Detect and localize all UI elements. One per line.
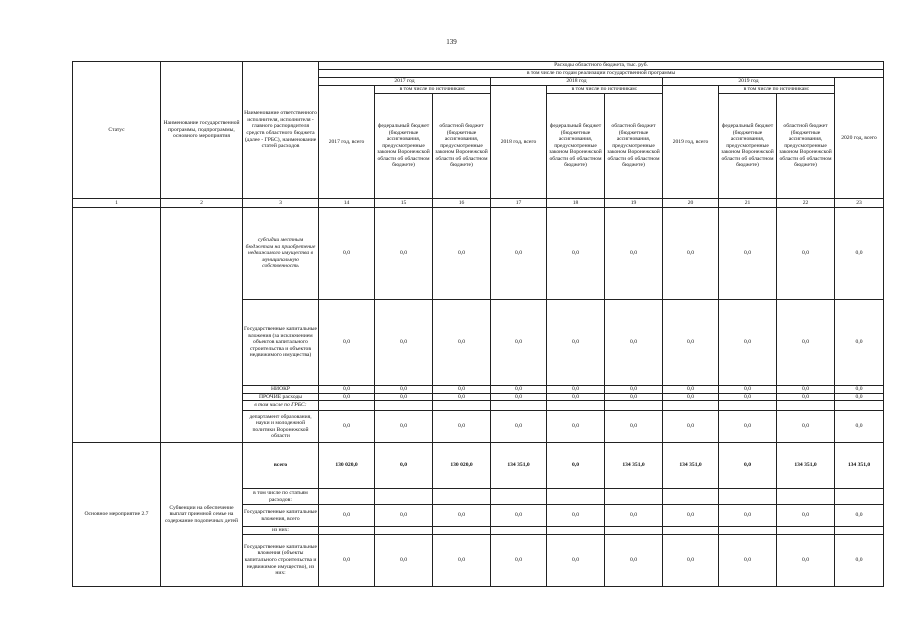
value-cell: 0,0 bbox=[433, 411, 491, 443]
table-row bbox=[73, 443, 884, 489]
value-cell: 0,0 bbox=[319, 411, 375, 443]
value-cell bbox=[491, 401, 547, 411]
value-cell: 134 351,0 bbox=[605, 443, 663, 489]
row-label: ПРОЧИЕ расходы bbox=[243, 393, 319, 401]
row-label: Государственные капитальные вложения (объекты капитального строительства и недвижимое имущество), из них: bbox=[243, 534, 319, 586]
header-sources-2017: в том числе по источникам: bbox=[375, 86, 491, 94]
value-cell: 0,0 bbox=[719, 393, 777, 401]
value-cell: 0,0 bbox=[375, 393, 433, 401]
value-cell: 0,0 bbox=[605, 505, 663, 527]
value-cell bbox=[491, 489, 547, 505]
value-cell: 0,0 bbox=[375, 208, 433, 300]
status-cell: Основное мероприятие 2.7 bbox=[73, 443, 161, 587]
value-cell: 0,0 bbox=[663, 386, 719, 394]
value-cell bbox=[491, 527, 547, 535]
value-cell bbox=[547, 489, 605, 505]
column-number: 16 bbox=[433, 199, 491, 208]
column-number: 3 bbox=[243, 199, 319, 208]
row-label: в том числе по ГРБС: bbox=[243, 401, 319, 411]
value-cell: 134 351,0 bbox=[777, 443, 835, 489]
status-cell bbox=[73, 208, 161, 443]
header-total-2017: 2017 год, всего bbox=[319, 86, 375, 199]
value-cell: 0,0 bbox=[433, 300, 491, 386]
column-number: 21 bbox=[719, 199, 777, 208]
value-cell: 0,0 bbox=[491, 534, 547, 586]
value-cell: 0,0 bbox=[835, 208, 884, 300]
value-cell bbox=[605, 527, 663, 535]
value-cell: 0,0 bbox=[433, 386, 491, 394]
value-cell: 0,0 bbox=[663, 411, 719, 443]
row-label: Государственные капитальные вложения, всего bbox=[243, 505, 319, 527]
header-total-2019: 2019 год, всего bbox=[663, 86, 719, 199]
value-cell: 0,0 bbox=[835, 505, 884, 527]
value-cell bbox=[663, 489, 719, 505]
value-cell bbox=[375, 527, 433, 535]
header-expenses: Расходы областного бюджета, тыс. руб. bbox=[319, 62, 884, 70]
header-status: Статус bbox=[73, 62, 161, 199]
value-cell: 0,0 bbox=[319, 505, 375, 527]
header-by-years: в том числе по годам реализации государственной программы bbox=[319, 70, 884, 78]
value-cell: 0,0 bbox=[719, 300, 777, 386]
table-row bbox=[73, 208, 884, 300]
row-label: всего bbox=[243, 443, 319, 489]
value-cell: 0,0 bbox=[605, 393, 663, 401]
value-cell bbox=[605, 401, 663, 411]
value-cell bbox=[777, 489, 835, 505]
value-cell bbox=[663, 401, 719, 411]
program-cell bbox=[161, 208, 243, 443]
value-cell: 0,0 bbox=[491, 300, 547, 386]
value-cell: 0,0 bbox=[547, 443, 605, 489]
value-cell: 0,0 bbox=[719, 443, 777, 489]
program-cell: Субвенции на обеспечение выплат приемной семье на содержание подопечных детей bbox=[161, 443, 243, 587]
value-cell: 0,0 bbox=[547, 393, 605, 401]
value-cell: 0,0 bbox=[547, 208, 605, 300]
value-cell: 0,0 bbox=[777, 300, 835, 386]
row-label: НИОКР bbox=[243, 386, 319, 394]
value-cell bbox=[777, 401, 835, 411]
value-cell: 0,0 bbox=[605, 534, 663, 586]
value-cell: 0,0 bbox=[375, 411, 433, 443]
value-cell: 0,0 bbox=[605, 386, 663, 394]
value-cell bbox=[835, 401, 884, 411]
value-cell: 0,0 bbox=[319, 208, 375, 300]
value-cell: 0,0 bbox=[433, 208, 491, 300]
value-cell bbox=[605, 489, 663, 505]
value-cell: 0,0 bbox=[835, 300, 884, 386]
value-cell: 0,0 bbox=[319, 393, 375, 401]
header-total-2020: 2020 год, всего bbox=[835, 78, 884, 199]
value-cell: 0,0 bbox=[777, 411, 835, 443]
column-number: 1 bbox=[73, 199, 161, 208]
value-cell: 0,0 bbox=[433, 534, 491, 586]
header-regional-2019: областной бюджет (бюджетные ассигнования, предусмотренные законом Воронежской области об областном бюджете) bbox=[777, 94, 835, 199]
column-number: 14 bbox=[319, 199, 375, 208]
column-number: 19 bbox=[605, 199, 663, 208]
value-cell: 0,0 bbox=[319, 300, 375, 386]
value-cell bbox=[719, 527, 777, 535]
value-cell: 130 020,0 bbox=[319, 443, 375, 489]
value-cell: 0,0 bbox=[547, 411, 605, 443]
header-federal-2019: федеральный бюджет (бюджетные ассигнования, предусмотренные законом Воронежской области об областном бюджете) bbox=[719, 94, 777, 199]
value-cell: 0,0 bbox=[547, 534, 605, 586]
value-cell: 134 351,0 bbox=[491, 443, 547, 489]
value-cell bbox=[547, 527, 605, 535]
value-cell: 0,0 bbox=[375, 300, 433, 386]
value-cell: 0,0 bbox=[663, 505, 719, 527]
value-cell: 0,0 bbox=[491, 393, 547, 401]
value-cell bbox=[663, 527, 719, 535]
header-executor: Наименование ответственного исполнителя, исполнителя - главного распорядителя средств областного бюджета (далее - ГРБС), наименование статей расходов bbox=[243, 62, 319, 199]
value-cell: 0,0 bbox=[375, 534, 433, 586]
row-label: из них: bbox=[243, 527, 319, 535]
value-cell: 0,0 bbox=[547, 386, 605, 394]
row-label: субсидии местным бюджетам на приобретение недвижимого имущества в муниципальную собственность bbox=[243, 208, 319, 300]
row-label: Государственные капитальные вложения (за исключением объектов капитального строительства и объектов недвижимого имущества) bbox=[243, 300, 319, 386]
value-cell bbox=[319, 401, 375, 411]
value-cell: 130 020,0 bbox=[433, 443, 491, 489]
value-cell bbox=[375, 489, 433, 505]
value-cell bbox=[719, 401, 777, 411]
value-cell: 0,0 bbox=[319, 534, 375, 586]
header-year-2018: 2018 год bbox=[491, 78, 663, 86]
value-cell: 134 351,0 bbox=[835, 443, 884, 489]
value-cell: 0,0 bbox=[719, 208, 777, 300]
value-cell: 0,0 bbox=[491, 411, 547, 443]
header-year-2019: 2019 год bbox=[663, 78, 835, 86]
value-cell: 0,0 bbox=[777, 534, 835, 586]
value-cell: 0,0 bbox=[663, 393, 719, 401]
header-regional-2018: областной бюджет (бюджетные ассигнования, предусмотренные законом Воронежской области об областном бюджете) bbox=[605, 94, 663, 199]
value-cell: 0,0 bbox=[719, 411, 777, 443]
header-total-2018: 2018 год, всего bbox=[491, 86, 547, 199]
header-year-2017: 2017 год bbox=[319, 78, 491, 86]
value-cell bbox=[835, 527, 884, 535]
value-cell: 0,0 bbox=[719, 534, 777, 586]
column-number: 15 bbox=[375, 199, 433, 208]
column-numbers-row bbox=[73, 199, 884, 208]
header-sources-2019: в том числе по источникам: bbox=[719, 86, 835, 94]
value-cell: 0,0 bbox=[491, 505, 547, 527]
value-cell: 0,0 bbox=[777, 393, 835, 401]
value-cell: 0,0 bbox=[663, 534, 719, 586]
budget-table bbox=[72, 61, 884, 587]
value-cell: 0,0 bbox=[605, 411, 663, 443]
value-cell: 0,0 bbox=[605, 300, 663, 386]
value-cell: 0,0 bbox=[375, 505, 433, 527]
value-cell: 0,0 bbox=[547, 505, 605, 527]
value-cell: 0,0 bbox=[375, 443, 433, 489]
value-cell: 0,0 bbox=[547, 300, 605, 386]
value-cell: 0,0 bbox=[777, 208, 835, 300]
value-cell: 134 351,0 bbox=[663, 443, 719, 489]
column-number: 2 bbox=[161, 199, 243, 208]
value-cell: 0,0 bbox=[719, 386, 777, 394]
header-program: Наименование государственной программы, подпрограммы, основного мероприятия bbox=[161, 62, 243, 199]
value-cell bbox=[433, 527, 491, 535]
value-cell: 0,0 bbox=[835, 534, 884, 586]
column-number: 23 bbox=[835, 199, 884, 208]
column-number: 17 bbox=[491, 199, 547, 208]
value-cell bbox=[547, 401, 605, 411]
header-federal-2018: федеральный бюджет (бюджетные ассигнования, предусмотренные законом Воронежской области об областном бюджете) bbox=[547, 94, 605, 199]
value-cell: 0,0 bbox=[605, 208, 663, 300]
value-cell: 0,0 bbox=[835, 411, 884, 443]
page-number: 139 bbox=[446, 38, 457, 46]
value-cell: 0,0 bbox=[433, 393, 491, 401]
value-cell: 0,0 bbox=[835, 393, 884, 401]
column-number: 20 bbox=[663, 199, 719, 208]
column-number: 22 bbox=[777, 199, 835, 208]
value-cell: 0,0 bbox=[375, 386, 433, 394]
value-cell: 0,0 bbox=[835, 386, 884, 394]
value-cell bbox=[319, 489, 375, 505]
value-cell: 0,0 bbox=[319, 386, 375, 394]
value-cell: 0,0 bbox=[663, 300, 719, 386]
value-cell: 0,0 bbox=[433, 505, 491, 527]
value-cell bbox=[719, 489, 777, 505]
value-cell: 0,0 bbox=[491, 208, 547, 300]
value-cell bbox=[777, 527, 835, 535]
value-cell: 0,0 bbox=[719, 505, 777, 527]
value-cell bbox=[319, 527, 375, 535]
row-label: департамент образования, науки и молодежной политики Воронежской области bbox=[243, 411, 319, 443]
value-cell bbox=[835, 489, 884, 505]
value-cell bbox=[433, 489, 491, 505]
value-cell bbox=[433, 401, 491, 411]
header-sources-2018: в том числе по источникам: bbox=[547, 86, 663, 94]
header-regional-2017: областной бюджет (бюджетные ассигнования, предусмотренные законом Воронежской области об областном бюджете) bbox=[433, 94, 491, 199]
value-cell: 0,0 bbox=[491, 386, 547, 394]
header-federal-2017: федеральный бюджет (бюджетные ассигнования, предусмотренные законом Воронежской области об областном бюджете) bbox=[375, 94, 433, 199]
value-cell bbox=[375, 401, 433, 411]
row-label: в том числе по статьям расходов: bbox=[243, 489, 319, 505]
value-cell: 0,0 bbox=[663, 208, 719, 300]
column-number: 18 bbox=[547, 199, 605, 208]
value-cell: 0,0 bbox=[777, 386, 835, 394]
value-cell: 0,0 bbox=[777, 505, 835, 527]
